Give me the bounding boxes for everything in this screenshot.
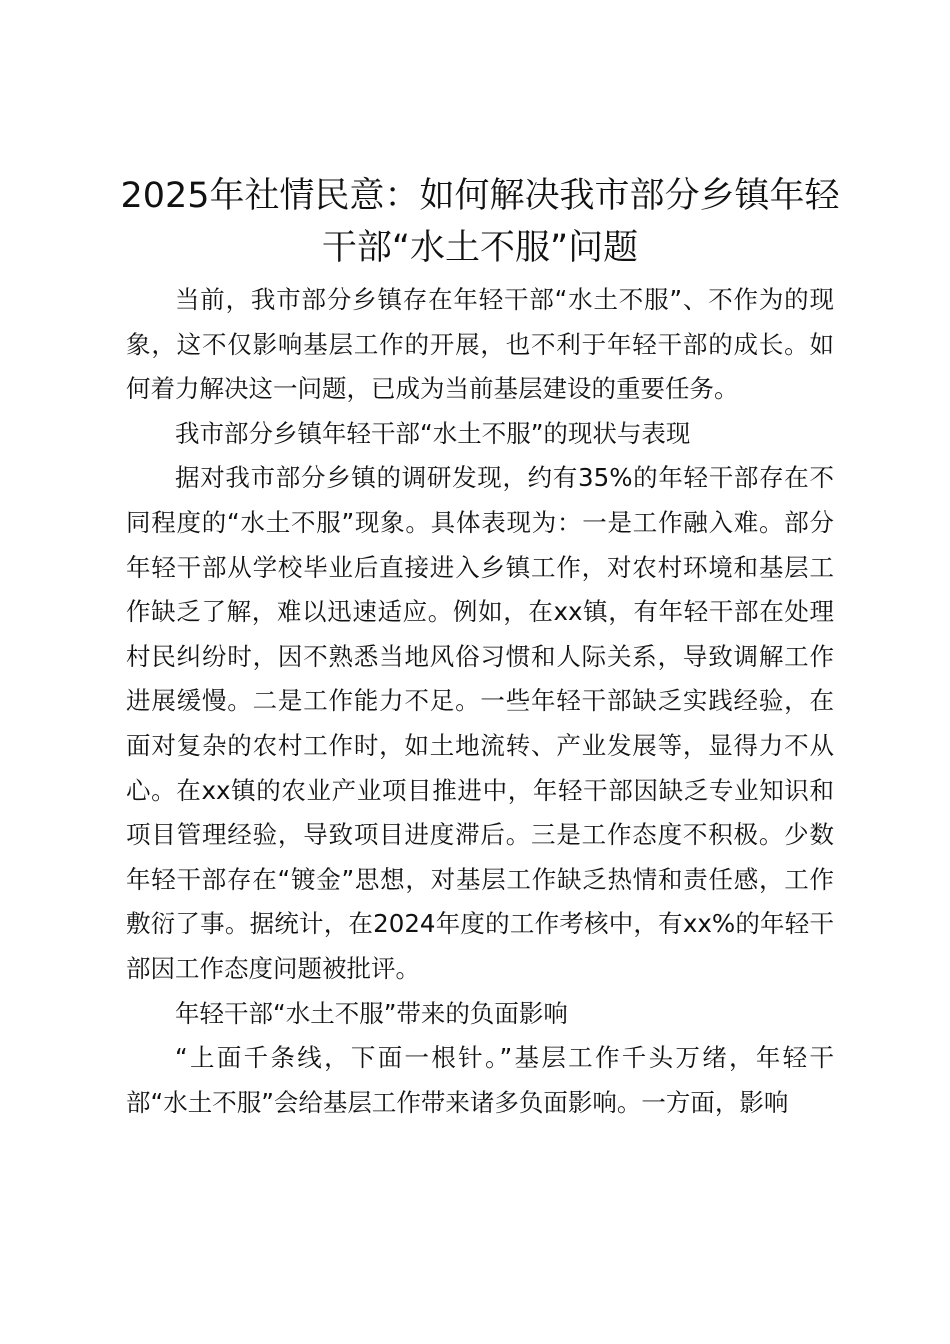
impact-paragraph: “上面千条线，下面一根针。”基层工作千头万绪，年轻干部“水土不服”会给基层工作带来诸多负面影响。一方面，影响	[126, 1043, 834, 1117]
document-title: 2025年社情民意：如何解决我市部分乡镇年轻干部“水土不服”问题	[120, 176, 840, 268]
survey-paragraph: 据对我市部分乡镇的调研发现，约有35%的年轻干部存在不同程度的“水土不服”现象。具体表现为：一是工作融入难。部分年轻干部从学校毕业后直接进入乡镇工作，对农村环境和基层工作缺乏了解，难以迅速适应。例如，在xx镇，有年轻干部在处理村民纠纷时，因不熟悉当地风俗习惯和人际关系，导致调解工作进展缓慢。二是工作能力不足。一些年轻干部缺乏实践经验，在面对复杂的农村工作时，如土地流转、产业发展等，显得力不从心。在xx镇的农业产业项目推进中，年轻干部因缺乏专业知识和项目管理经验，导致项目进度滞后。三是工作态度不积极。少数年轻干部存在“镀金”思想，对基层工作缺乏热情和责任感，工作敷衍了事。据统计，在2024年度的工作考核中，有xx%的年轻干部因工作态度问题被批评。	[126, 463, 834, 983]
document-body	[126, 278, 834, 1125]
section-heading-status: 我市部分乡镇年轻干部“水土不服”的现状与表现	[175, 418, 691, 448]
section-heading-impact: 年轻干部“水土不服”带来的负面影响	[175, 998, 568, 1028]
intro-paragraph: 当前，我市部分乡镇存在年轻干部“水土不服”、不作为的现象，这不仅影响基层工作的开展，也不利于年轻干部的成长。如何着力解决这一问题，已成为当前基层建设的重要任务。	[126, 285, 834, 404]
